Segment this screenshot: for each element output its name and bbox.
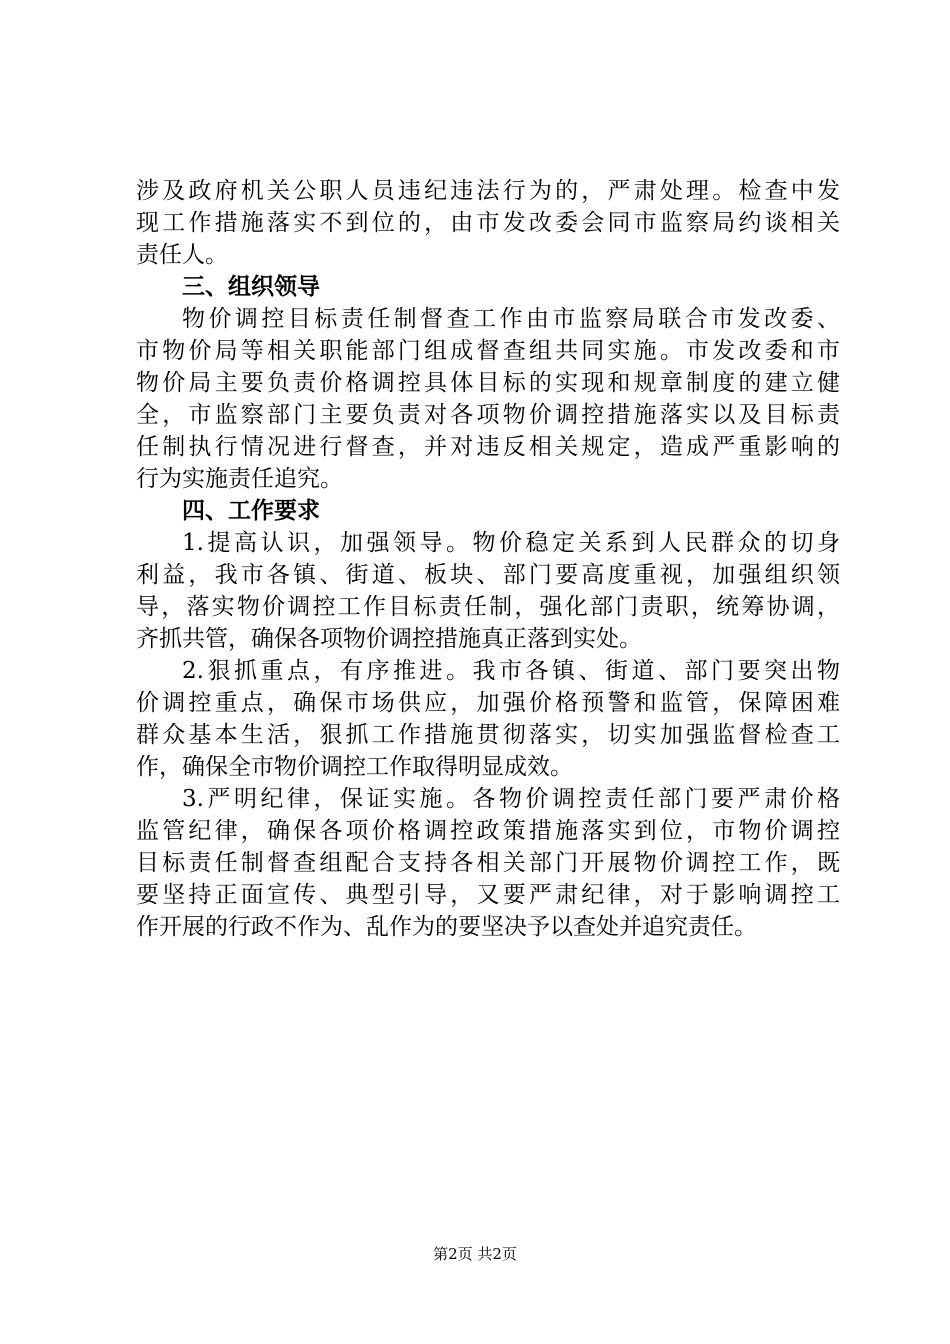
text-line: 群众基本生活，狠抓工作措施贯彻落实，切实加强监督检查工 — [136, 722, 840, 748]
page-number-footer: 第2页 共2页 — [433, 1245, 517, 1263]
text-line: 目标责任制督查组配合支持各相关部门开展物价调控工作，既 — [136, 850, 840, 876]
text-line: 行为实施责任追究。 — [136, 466, 343, 492]
text-line: 物价调控目标责任制督查工作由市监察局联合市发改委、 — [182, 306, 840, 332]
text-line: 导，落实物价调控工作目标责任制，强化部门责职，统筹协调， — [136, 594, 840, 620]
text-line: 物价局主要负责价格调控具体目标的实现和规章制度的建立健 — [136, 370, 840, 396]
text-line: 齐抓共管，确保各项物价调控措施真正落到实处。 — [136, 626, 642, 652]
text-line: 要坚持正面宣传、典型引导，又要严肃纪律，对于影响调控工 — [136, 882, 840, 908]
text-line: 监管纪律，确保各项价格调控政策措施落实到位，市物价调控 — [136, 818, 840, 844]
text-line: 价调控重点，确保市场供应，加强价格预警和监管，保障困难 — [136, 690, 840, 716]
text-line: 涉及政府机关公职人员违纪违法行为的，严肃处理。检查中发 — [136, 178, 840, 204]
section-heading: 三、组织领导 — [182, 274, 320, 300]
text-line: 1.提高认识，加强领导。物价稳定关系到人民群众的切身 — [182, 530, 840, 556]
text-line: 3.严明纪律，保证实施。各物价调控责任部门要严肃价格 — [182, 786, 840, 812]
text-line: 责任人。 — [136, 242, 228, 268]
text-line: 任制执行情况进行督查，并对违反相关规定，造成严重影响的 — [136, 434, 840, 460]
text-line: 全，市监察部门主要负责对各项物价调控措施落实以及目标责 — [136, 402, 840, 428]
section-heading: 四、工作要求 — [182, 498, 320, 524]
text-line: 作开展的行政不作为、乱作为的要坚决予以查处并追究责任。 — [136, 914, 757, 940]
text-line: 市物价局等相关职能部门组成督查组共同实施。市发改委和市 — [136, 338, 840, 364]
text-line: 现工作措施落实不到位的，由市发改委会同市监察局约谈相关 — [136, 210, 840, 236]
text-line: 作，确保全市物价调控工作取得明显成效。 — [136, 754, 573, 780]
text-line: 2.狠抓重点，有序推进。我市各镇、街道、部门要突出物 — [182, 658, 840, 684]
text-line: 利益，我市各镇、街道、板块、部门要高度重视，加强组织领 — [136, 562, 840, 588]
